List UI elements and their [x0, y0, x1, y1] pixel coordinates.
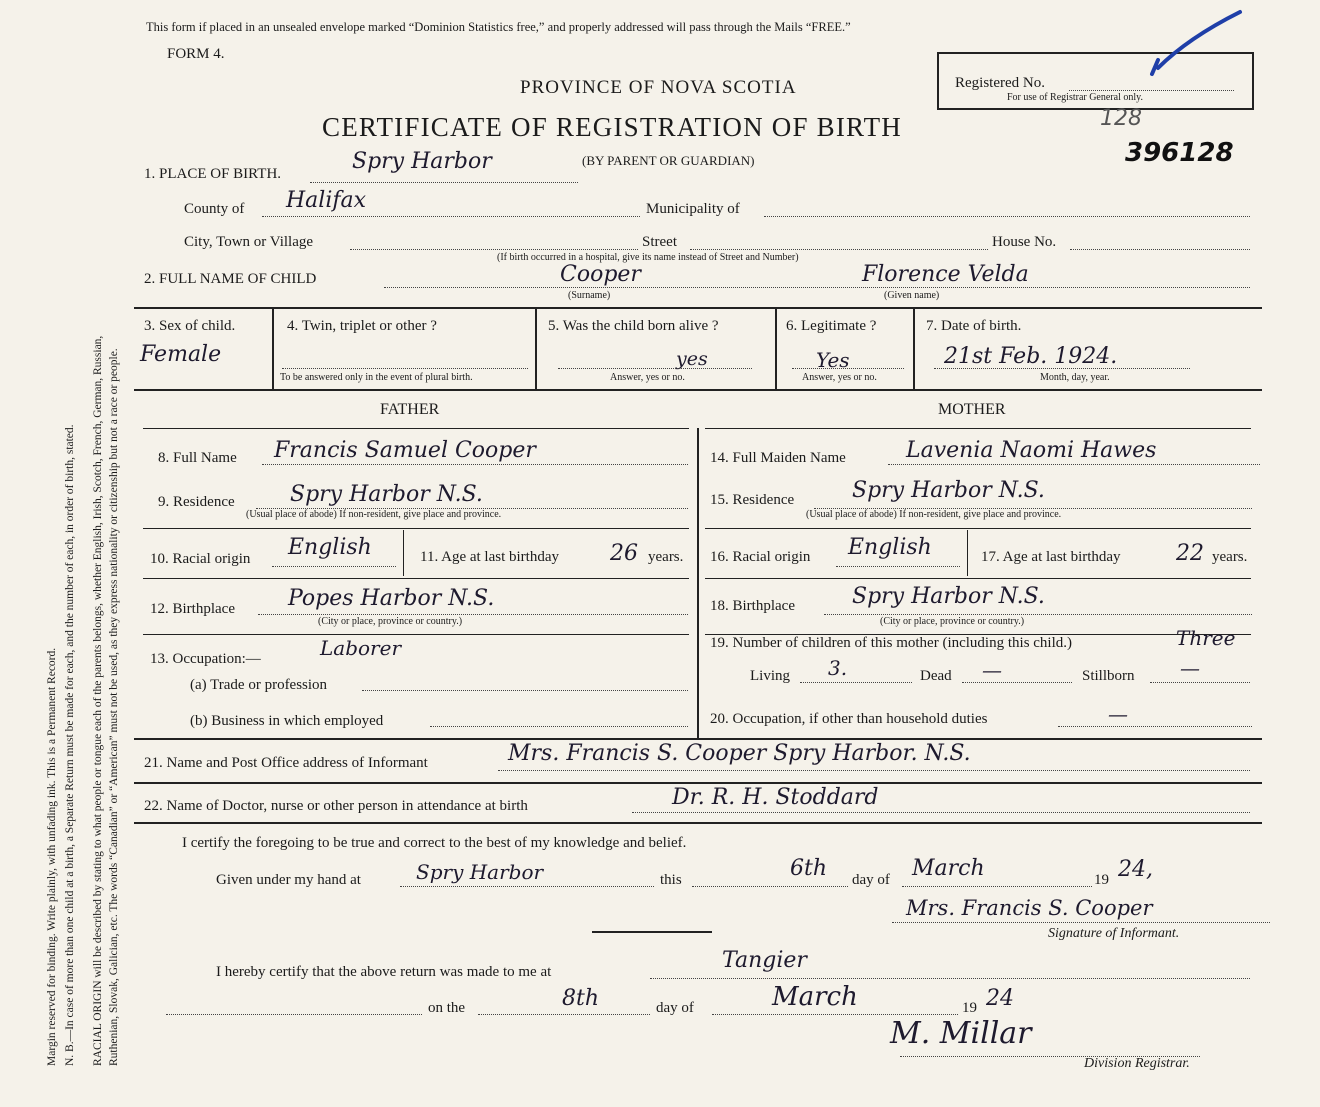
registrar-statement: I hereby certify that the above return was made to me at [216, 964, 552, 980]
margin-note-binding: Margin reserved for binding. Write plainly, with unfading ink. This is a Permanent Record. [46, 647, 58, 1066]
by-parent-note: (BY PARENT OR GUARDIAN) [582, 153, 755, 168]
certify-year-prefix: 19 [1094, 872, 1109, 888]
father-residence-label: 9. Residence [158, 494, 235, 510]
mother-heading: MOTHER [938, 401, 1006, 418]
given-name-caption: (Given name) [884, 290, 940, 301]
legitimate-label: 6. Legitimate ? [786, 318, 877, 334]
mother-children-value: Three [1176, 626, 1236, 650]
certify-day-of-label: day of [852, 872, 890, 888]
mother-age-unit: years. [1212, 549, 1248, 565]
signature-of-informant-label: Signature of Informant. [1048, 926, 1180, 941]
registrar-day-value: 8th [562, 986, 600, 1011]
father-occupation-value: Laborer [320, 636, 402, 660]
date-of-birth-label: 7. Date of birth. [926, 318, 1022, 334]
registrar-signature: M. Millar [890, 1016, 1032, 1051]
father-occupation-label: 13. Occupation:— [150, 651, 261, 667]
mother-occupation-label: 20. Occupation, if other than household duties [710, 711, 988, 727]
hospital-note: (If birth occurred in a hospital, give its name instead of Street and Number) [497, 252, 799, 263]
registered-number: 396128 [1125, 138, 1234, 168]
father-residence-note: (Usual place of abode) If non-resident, give place and province. [246, 509, 502, 520]
father-trade-label: (a) Trade or profession [190, 677, 328, 693]
mother-residence-label: 15. Residence [710, 492, 795, 508]
registered-number-small: 128 [1100, 106, 1142, 131]
mother-age-value: 22 [1176, 541, 1204, 566]
doctor-label: 22. Name of Doctor, nurse or other person in attendance at birth [144, 798, 528, 814]
twin-label: 4. Twin, triplet or other ? [287, 318, 437, 334]
registrar-month-value: March [772, 982, 858, 1012]
registrar-year-value: 24 [986, 986, 1014, 1011]
mother-dead-label: Dead [920, 668, 952, 684]
father-name-value: Francis Samuel Cooper [274, 438, 536, 463]
registrar-on-the-label: on the [428, 1000, 466, 1016]
father-business-label: (b) Business in which employed [190, 713, 384, 729]
province-heading: PROVINCE OF NOVA SCOTIA [520, 77, 797, 98]
mother-racial-origin-label: 16. Racial origin [710, 549, 811, 565]
mother-racial-origin-value: English [848, 535, 932, 560]
father-residence-value: Spry Harbor N.S. [290, 482, 483, 507]
header-note: This form if placed in an unsealed envelope marked “Dominion Statistics free,” and properly addressed will pass through the Mails “FREE.” [146, 20, 851, 34]
county-label: County of [184, 201, 245, 217]
father-name-label: 8. Full Name [158, 450, 237, 466]
child-surname-value: Cooper [560, 262, 641, 287]
certify-month-value: March [912, 856, 985, 881]
father-racial-origin-value: English [288, 535, 372, 560]
father-racial-origin-label: 10. Racial origin [150, 551, 251, 567]
informant-signature: Mrs. Francis S. Cooper [906, 896, 1153, 920]
registrar-day-of-label: day of [656, 1000, 694, 1016]
child-given-name-value: Florence Velda [862, 262, 1029, 287]
father-age-value: 26 [610, 541, 638, 566]
sex-value: Female [140, 342, 222, 367]
registered-label: Registered No. [955, 75, 1045, 91]
certify-statement: I certify the foregoing to be true and correct to the best of my knowledge and belief. [182, 835, 687, 851]
father-birthplace-value: Popes Harbor N.S. [288, 586, 495, 611]
mother-dead-value: — [982, 658, 1002, 682]
registrar-year-prefix: 19 [962, 1000, 977, 1016]
date-of-birth-note: Month, day, year. [1040, 372, 1110, 383]
alive-label: 5. Was the child born alive ? [548, 318, 719, 334]
house-number-label: House No. [992, 234, 1057, 250]
certificate-title: CERTIFICATE OF REGISTRATION OF BIRTH [322, 112, 902, 142]
mother-occupation-value: — [1108, 702, 1128, 726]
margin-note-racial-origin-2: Ruthenian, Slovak, Galician, etc. The words “Canadian” or “American” must not be used, as they express nationality or citizenship but not a race or people. [108, 348, 120, 1066]
certify-year-value: 24, [1118, 857, 1153, 882]
check-mark-icon [1148, 8, 1248, 88]
legitimate-value: Yes [816, 348, 850, 372]
father-age-unit: years. [648, 549, 684, 565]
father-birthplace-note: (City or place, province or country.) [318, 616, 463, 627]
mother-living-label: Living [750, 668, 790, 684]
mother-children-label: 19. Number of children of this mother (including this child.) [710, 635, 1073, 651]
margin-note-multiple-births: N. B.—In case of more than one child at a birth, a Separate Return must be made for each, and the number of each, in order of birth, stated. [64, 424, 76, 1066]
twin-note: To be answered only in the event of plural birth. [280, 372, 473, 383]
father-birthplace-label: 12. Birthplace [150, 601, 235, 617]
street-label: Street [642, 234, 677, 250]
legitimate-note: Answer, yes or no. [802, 372, 877, 383]
municipality-label: Municipality of [646, 201, 740, 217]
doctor-value: Dr. R. H. Stoddard [672, 785, 879, 810]
alive-note: Answer, yes or no. [610, 372, 685, 383]
mother-name-value: Lavenia Naomi Hawes [906, 438, 1157, 463]
mother-stillborn-value: — [1180, 656, 1200, 680]
sex-label: 3. Sex of child. [144, 318, 236, 334]
place-of-birth-label: 1. PLACE OF BIRTH. [144, 166, 282, 182]
division-registrar-label: Division Registrar. [1084, 1056, 1190, 1071]
mother-name-label: 14. Full Maiden Name [710, 450, 846, 466]
mother-living-value: 3. [828, 656, 848, 680]
given-place-value: Spry Harbor [416, 860, 544, 884]
father-age-label: 11. Age at last birthday [420, 549, 559, 565]
alive-value: yes [676, 348, 708, 370]
certify-this-label: this [660, 872, 682, 888]
certify-day-value: 6th [790, 856, 828, 881]
place-of-birth-value: Spry Harbor [352, 149, 492, 174]
city-label: City, Town or Village [184, 234, 314, 250]
informant-label: 21. Name and Post Office address of Informant [144, 755, 428, 771]
margin-note-racial-origin-1: RACIAL ORIGIN will be described by stating to what people or tongue each of the parents belongs, whether English, Irish, Scotch, French, German, Russian, [92, 335, 104, 1066]
father-heading: FATHER [380, 401, 440, 418]
mother-residence-note: (Usual place of abode) If non-resident, give place and province. [806, 509, 1062, 520]
mother-birthplace-note: (City or place, province or country.) [880, 616, 1025, 627]
mother-birthplace-value: Spry Harbor N.S. [852, 584, 1045, 609]
mother-age-label: 17. Age at last birthday [981, 549, 1121, 565]
given-under-hand-label: Given under my hand at [216, 872, 361, 888]
registered-note: For use of Registrar General only. [1007, 92, 1143, 103]
date-of-birth-value: 21st Feb. 1924. [944, 344, 1118, 369]
form-number: FORM 4. [167, 46, 225, 62]
surname-caption: (Surname) [568, 290, 611, 301]
child-name-label: 2. FULL NAME OF CHILD [144, 271, 317, 287]
county-value: Halifax [286, 188, 367, 213]
mother-birthplace-label: 18. Birthplace [710, 598, 795, 614]
registrar-place-value: Tangier [722, 948, 807, 973]
mother-residence-value: Spry Harbor N.S. [852, 478, 1045, 503]
informant-value: Mrs. Francis S. Cooper Spry Harbor. N.S. [508, 741, 971, 766]
mother-stillborn-label: Stillborn [1082, 668, 1135, 684]
